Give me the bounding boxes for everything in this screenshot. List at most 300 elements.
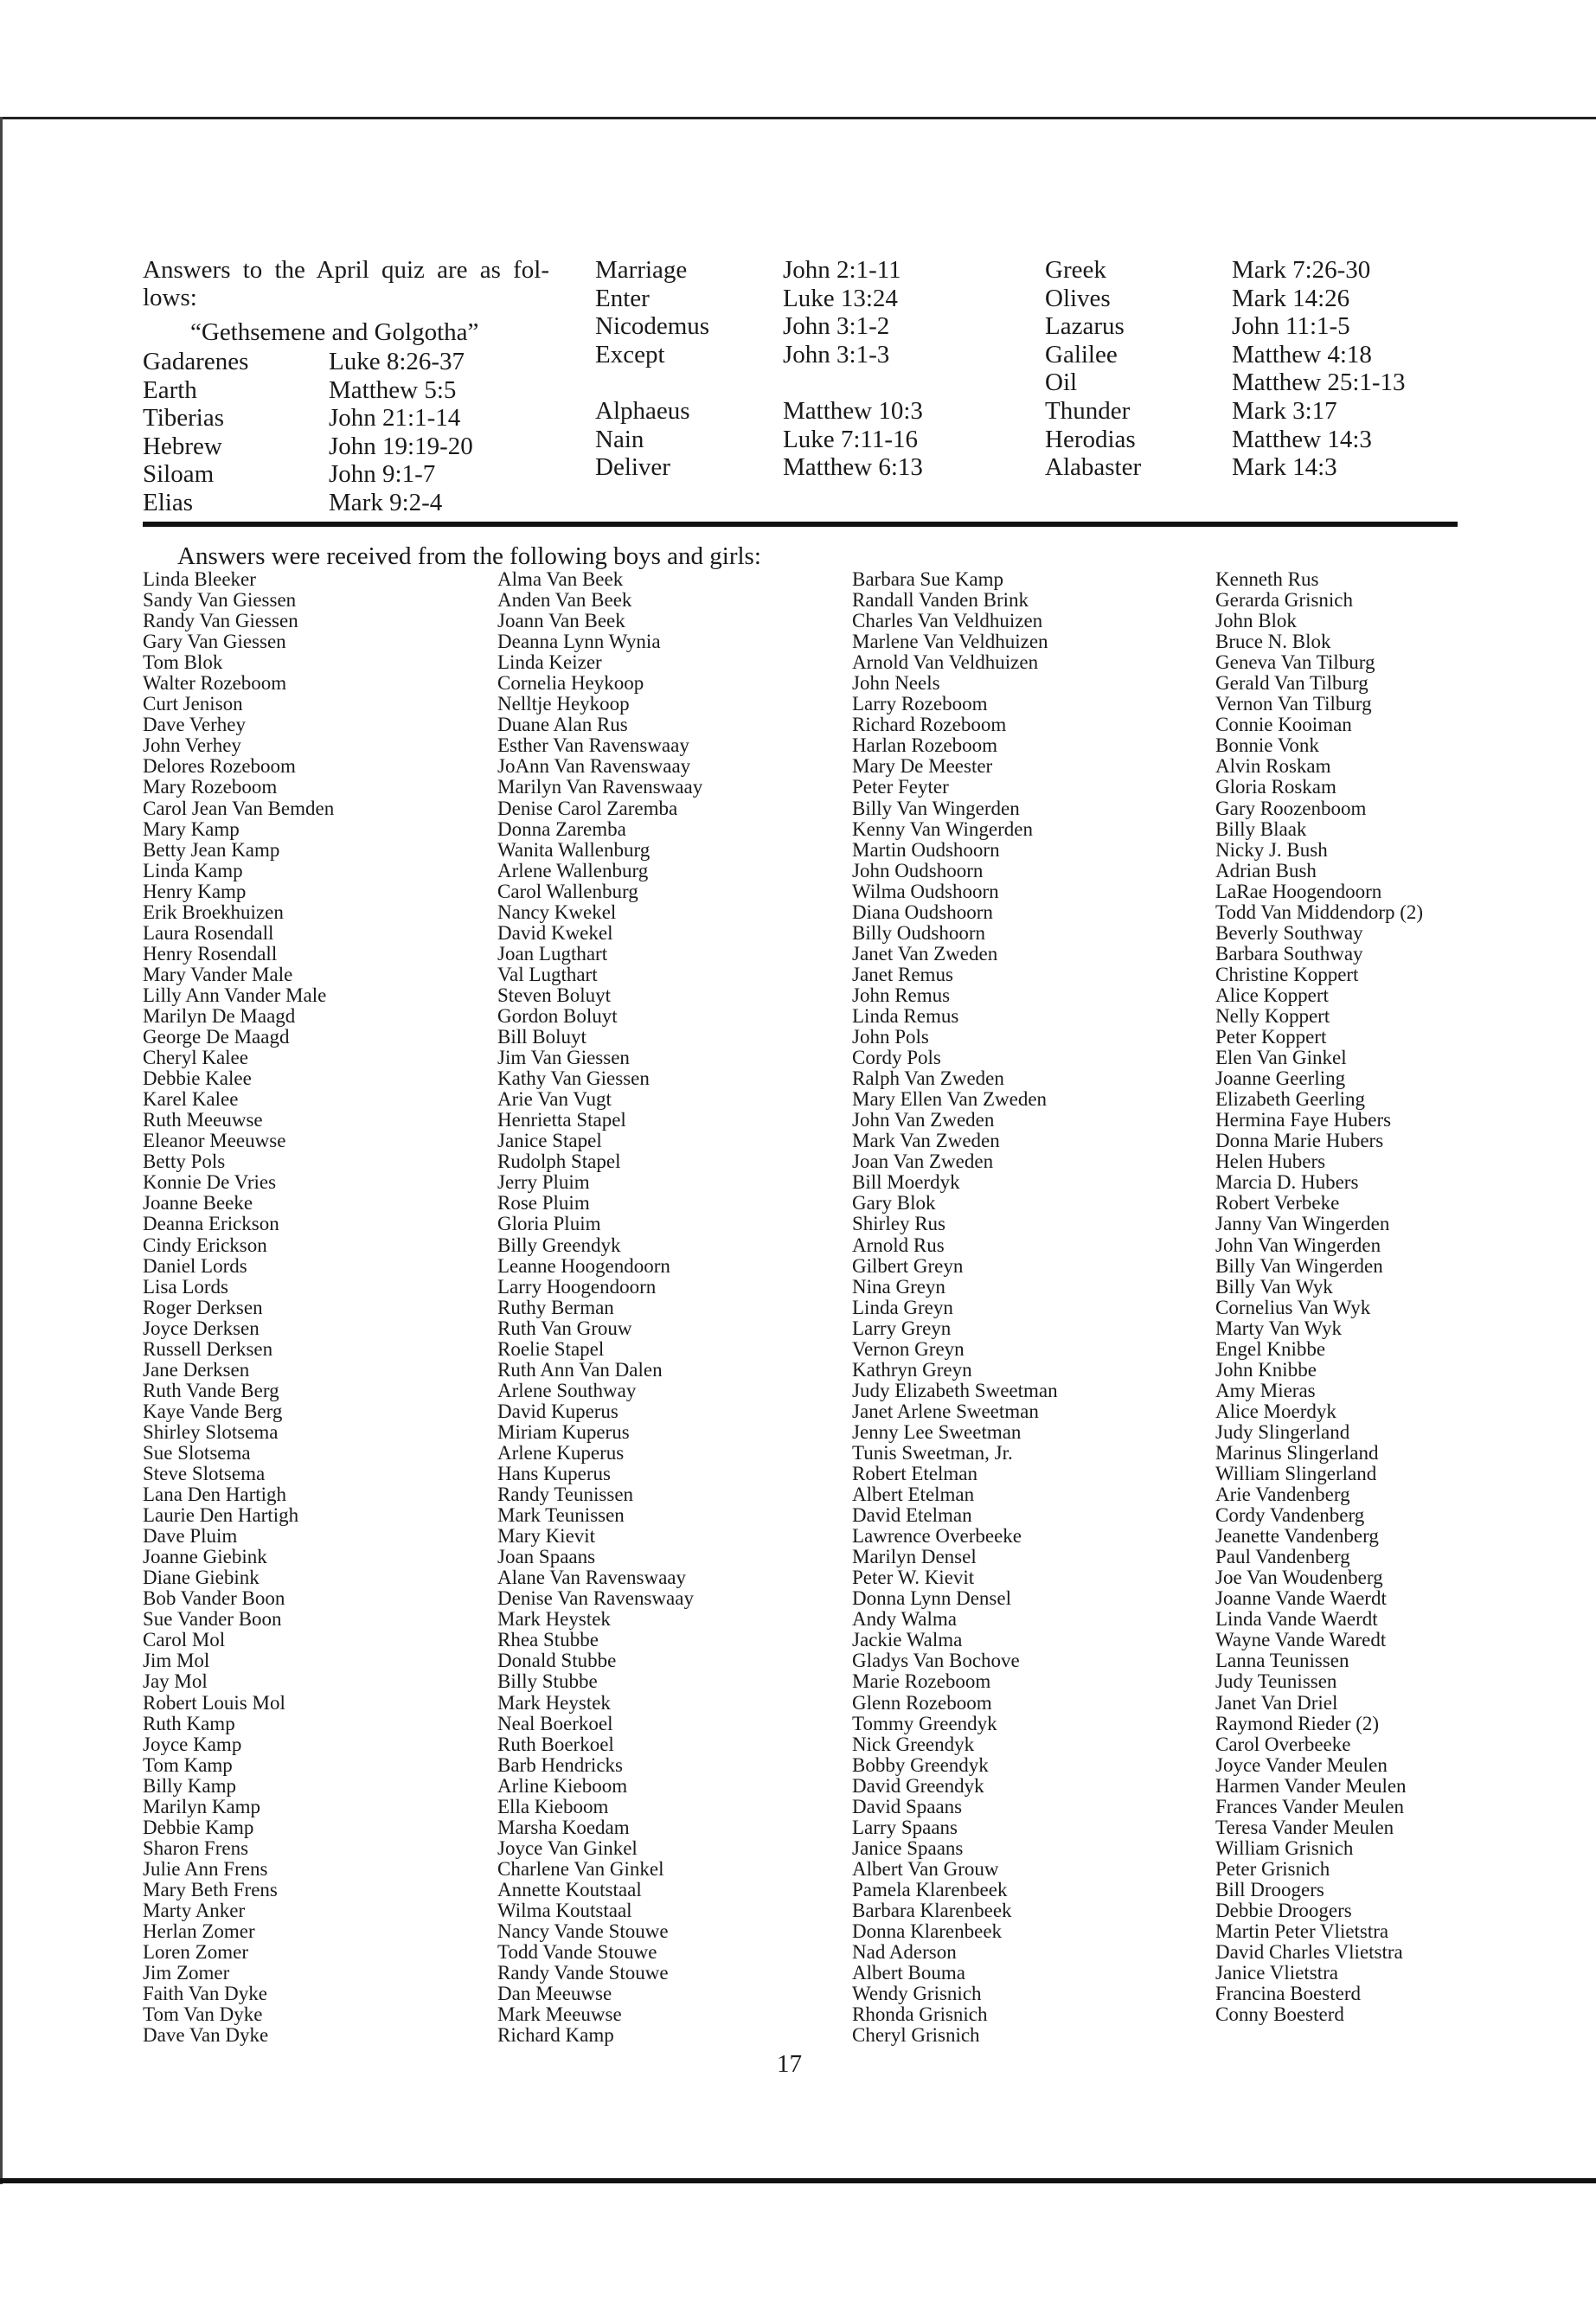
name-entry: Linda Remus [852,1004,959,1027]
name-entry: Joanne Vande Waerdt [1215,1587,1387,1610]
name-entry: Martin Oudshoorn [852,838,1000,861]
name-entry: John Verhey [143,734,241,757]
name-entry: Ruth Ann Van Dalen [497,1358,663,1381]
name-entry: Billy Stubbe [497,1670,598,1693]
name-entry: Janet Arlene Sweetman [852,1400,1039,1422]
name-entry: Billy Greendyk [497,1234,621,1256]
name-entry: Gloria Roskam [1215,776,1336,798]
quiz-answer-reference: Matthew 25:1-13 [1232,369,1406,397]
name-entry: Janice Stapel [497,1130,602,1152]
name-entry: Rhonda Grisnich [852,2003,988,2026]
name-entry: Ruth Meeuwse [143,1109,263,1131]
name-entry: Bob Vander Boon [143,1587,285,1610]
page-frame-bottom [0,2178,1596,2183]
name-entry: Linda Vande Waerdt [1215,1608,1378,1631]
name-entry: Martin Peter Vlietstra [1215,1920,1389,1943]
name-entry: Marilyn Densel [852,1546,977,1568]
received-heading: Answers were received from the following boys and girls: [177,542,761,570]
name-entry: Bill Droogers [1215,1878,1324,1900]
name-entry: Donna Lynn Densel [852,1587,1011,1610]
name-entry: Mark Meeuwse [497,2003,622,2026]
name-entry: Deanna Lynn Wynia [497,631,661,653]
names-column [1215,569,1423,2025]
name-entry: Julie Ann Frens [143,1857,268,1880]
name-entry: Duane Alan Rus [497,714,628,736]
name-entry: Engel Knibbe [1215,1337,1326,1360]
name-entry: Larry Greyn [852,1317,952,1339]
name-entry: Diana Oudshoorn [852,901,993,923]
name-entry: Debbie Kamp [143,1816,254,1838]
name-entry: Curt Jenison [143,693,243,715]
name-entry: Joanne Beeke [143,1192,253,1215]
name-entry: Alane Van Ravenswaay [497,1567,687,1589]
name-entry: Bobby Greendyk [852,1753,989,1776]
name-entry: Andy Walma [852,1608,958,1631]
quiz-answer-word: Siloam [143,460,215,489]
name-entry: John Remus [852,984,951,1006]
name-entry: Miriam Kuperus [497,1420,630,1443]
name-entry: John Van Wingerden [1215,1234,1381,1256]
name-entry: Lanna Teunissen [1215,1650,1349,1672]
name-entry: Janny Van Wingerden [1215,1213,1390,1235]
name-entry: Lilly Ann Vander Male [143,984,327,1006]
name-entry: Joanne Giebink [143,1546,267,1568]
name-entry: Conny Boesterd [1215,2003,1344,2026]
name-entry: Barbara Klarenbeek [852,1900,1012,1921]
name-entry: Barbara Southway [1215,942,1363,965]
name-entry: Gary Van Giessen [143,631,286,653]
name-entry: Debbie Kalee [143,1067,252,1090]
quiz-answer-word: Nicodemus [595,312,710,341]
name-entry: Arline Kieboom [497,1774,628,1797]
quiz-answer-reference: Luke 7:11-16 [783,425,918,453]
name-entry: Nina Greyn [852,1275,945,1298]
page-frame-top [0,117,1596,119]
name-entry: Gerald Van Tilburg [1215,672,1368,695]
name-entry: Vernon Greyn [852,1337,965,1360]
name-entry: Nad Aderson [852,1941,957,1964]
quiz-answer-word: Alphaeus [595,397,690,425]
name-entry: Henry Kamp [143,880,247,902]
name-entry: Ella Kieboom [497,1795,609,1817]
name-entry: Janet Van Zweden [852,942,998,965]
name-entry: John Oudshoorn [852,859,984,881]
name-entry: Hermina Faye Hubers [1215,1109,1392,1131]
name-entry: Carol Mol [143,1629,226,1651]
name-entry: Barb Hendricks [497,1753,623,1776]
quiz-answer-word: Alabaster [1045,453,1142,482]
names-column [852,569,1058,2046]
name-entry: John Pols [852,1026,929,1048]
name-entry: Tunis Sweetman, Jr. [852,1441,1013,1464]
name-entry: Herlan Zomer [143,1920,255,1943]
name-entry: Albert Van Grouw [852,1857,999,1880]
name-entry: Billy Oudshoorn [852,921,985,944]
name-entry: Diane Giebink [143,1567,260,1589]
name-entry: Neal Boerkoel [497,1712,613,1734]
name-entry: Nicky J. Bush [1215,838,1328,861]
name-entry: Cordy Pols [852,1047,941,1069]
name-entry: Gloria Pluim [497,1213,601,1235]
name-entry: Peter Grisnich [1215,1857,1330,1880]
name-entry: Anden Van Beek [497,589,632,612]
name-entry: Jay Mol [143,1670,208,1693]
name-entry: Konnie De Vries [143,1171,277,1194]
name-entry: Randy Vande Stouwe [497,1962,669,1984]
name-entry: Billy Blaak [1215,817,1307,840]
name-entry: John Knibbe [1215,1358,1317,1381]
name-entry: Ruth Boerkoel [497,1733,614,1755]
name-entry: Carol Wallenburg [497,880,638,902]
quiz-answer-word: Galilee [1045,340,1118,369]
name-entry: LaRae Hoogendoorn [1215,880,1382,902]
name-entry: Lisa Lords [143,1275,229,1298]
name-entry: Walter Rozeboom [143,672,287,695]
quiz-answer-word: Olives [1045,284,1111,312]
name-entry: Marie Rozeboom [852,1670,991,1693]
quiz-answer-reference: John 21:1-14 [329,404,461,433]
name-entry: Linda Kamp [143,859,243,881]
name-entry: Mary Rozeboom [143,776,278,798]
quiz-answer-word: Oil [1045,369,1078,397]
name-entry: Tom Kamp [143,1753,233,1776]
name-entry: Harmen Vander Meulen [1215,1774,1407,1797]
name-entry: Debbie Droogers [1215,1900,1352,1921]
name-entry: Steven Boluyt [497,984,611,1006]
name-entry: Richard Kamp [497,2024,614,2047]
name-entry: Arie Vandenberg [1215,1484,1350,1506]
name-entry: David Kwekel [497,921,613,944]
name-entry: Gary Blok [852,1192,936,1215]
name-entry: Mark Van Zweden [852,1130,1000,1152]
quiz-answer-word: Elias [143,489,193,516]
quiz-answer-reference: Mark 9:2-4 [329,489,443,516]
name-entry: Joyce Kamp [143,1733,242,1755]
name-entry: Gordon Boluyt [497,1004,618,1027]
name-entry: Gary Roozenboom [1215,797,1367,819]
quiz-answer-reference: John 2:1-11 [783,256,901,284]
name-entry: Connie Kooiman [1215,714,1352,736]
quiz-answer-word: Deliver [595,453,670,482]
name-entry: Linda Greyn [852,1296,953,1318]
name-entry: Joann Van Beek [497,610,625,632]
name-entry: Billy Kamp [143,1774,236,1797]
name-entry: Lana Den Hartigh [143,1484,287,1506]
name-entry: Barbara Sue Kamp [852,568,1003,590]
name-entry: Raymond Rieder (2) [1215,1712,1380,1734]
name-entry: Gilbert Greyn [852,1254,964,1277]
name-entry: Harlan Rozeboom [852,734,997,757]
name-entry: Arlene Wallenburg [497,859,649,881]
name-entry: Peter Koppert [1215,1026,1327,1048]
quiz-answer-reference: Mark 7:26-30 [1232,256,1371,284]
name-entry: Arnold Van Veldhuizen [852,651,1039,674]
quiz-answer-reference: Mark 3:17 [1232,397,1337,425]
name-entry: Kaye Vande Berg [143,1400,283,1422]
name-entry: Marlene Van Veldhuizen [852,631,1048,653]
name-entry: Jerry Pluim [497,1171,590,1194]
name-entry: Bonnie Vonk [1215,734,1319,757]
quiz-answer-reference: Luke 13:24 [783,284,898,312]
name-entry: Wilma Koutstaal [497,1900,632,1921]
name-entry: Faith Van Dyke [143,1983,267,2005]
name-entry: William Grisnich [1215,1836,1354,1859]
name-entry: Donald Stubbe [497,1650,617,1672]
name-entry: Russell Derksen [143,1337,273,1360]
name-entry: David Kuperus [497,1400,619,1422]
name-entry: JoAnn Van Ravenswaay [497,755,691,778]
quiz-answer-word: Enter [595,284,650,312]
name-entry: Helen Hubers [1215,1150,1326,1173]
quiz-answer-word: Greek [1045,256,1106,284]
quiz-answer-word: Thunder [1045,397,1131,425]
quiz-answer-reference: John 19:19-20 [329,432,473,460]
name-entry: Cornelius Van Wyk [1215,1296,1371,1318]
name-entry: Janice Vlietstra [1215,1962,1338,1984]
name-entry: Vernon Van Tilburg [1215,693,1372,715]
page-frame-left [0,117,3,2184]
name-entry: Annette Koutstaal [497,1878,642,1900]
name-entry: Joanne Geerling [1215,1067,1346,1090]
name-entry: Arnold Rus [852,1234,945,1256]
name-entry: Erik Broekhuizen [143,901,284,923]
name-entry: Janet Van Driel [1215,1691,1338,1714]
name-entry: Christine Koppert [1215,963,1359,985]
name-entry: David Greendyk [852,1774,984,1797]
name-entry: Nancy Vande Stouwe [497,1920,669,1943]
name-entry: Glenn Rozeboom [852,1691,992,1714]
name-entry: Marty Anker [143,1900,246,1921]
name-entry: Cornelia Heykoop [497,672,644,695]
name-entry: Judy Teunissen [1215,1670,1337,1693]
name-entry: Nelly Koppert [1215,1004,1330,1027]
name-entry: Kathryn Greyn [852,1358,972,1381]
quiz-answer-word: Herodias [1045,425,1136,453]
name-entry: Richard Rozeboom [852,714,1007,736]
name-entry: Roelie Stapel [497,1337,605,1360]
name-entry: Denise Carol Zaremba [497,797,678,819]
name-entry: Marcia D. Hubers [1215,1171,1359,1194]
name-entry: Wanita Wallenburg [497,838,651,861]
name-entry: Karel Kalee [143,1088,239,1111]
name-entry: Jackie Walma [852,1629,963,1651]
name-entry: Donna Zaremba [497,817,626,840]
quiz-answer-reference: John 3:1-3 [783,340,890,369]
name-entry: Betty Jean Kamp [143,838,280,861]
name-entry: Beverly Southway [1215,921,1363,944]
names-column [143,569,334,2046]
name-entry: Tommy Greendyk [852,1712,997,1734]
quiz-answer-reference: Mark 14:3 [1232,453,1337,482]
quiz-answer-word: Tiberias [143,404,224,433]
quiz-answer-word: Except [595,340,665,369]
quiz-answer-reference: Matthew 14:3 [1232,425,1372,453]
name-entry: Larry Spaans [852,1816,958,1838]
name-entry: Jim Van Giessen [497,1047,630,1069]
section-divider [143,522,1458,527]
name-entry: Nelltje Heykoop [497,693,630,715]
name-entry: Laura Rosendall [143,921,274,944]
name-entry: Arlene Kuperus [497,1441,625,1464]
name-entry: Roger Derksen [143,1296,263,1318]
quiz-answer-word: Nain [595,425,644,453]
quiz-answer-word: Marriage [595,256,688,284]
name-entry: Teresa Vander Meulen [1215,1816,1394,1838]
name-entry: Marilyn Van Ravenswaay [497,776,703,798]
name-entry: Val Lugthart [497,963,598,985]
name-entry: David Spaans [852,1795,963,1817]
quiz-intro: Answers to the April quiz are as fol- [143,256,549,284]
name-entry: Rhea Stubbe [497,1629,599,1651]
name-entry: Billy Van Wyk [1215,1275,1333,1298]
name-entry: Bruce N. Blok [1215,631,1331,653]
name-entry: Henrietta Stapel [497,1109,626,1131]
name-entry: Shirley Rus [852,1213,945,1235]
names-column [497,569,702,2046]
name-entry: Alice Koppert [1215,984,1329,1006]
name-entry: Charles Van Veldhuizen [852,610,1043,632]
name-entry: Randall Vanden Brink [852,589,1029,612]
quiz-answer-reference: Luke 8:26-37 [329,348,465,375]
name-entry: Jane Derksen [143,1358,250,1381]
name-entry: Joe Van Woudenberg [1215,1567,1383,1589]
name-entry: Marty Van Wyk [1215,1317,1342,1339]
quiz-answer-reference: Matthew 5:5 [329,375,457,404]
name-entry: Mark Heystek [497,1691,611,1714]
name-entry: Sue Vander Boon [143,1608,282,1631]
name-entry: John Neels [852,672,940,695]
name-entry: Betty Pols [143,1150,226,1173]
name-entry: Joan Spaans [497,1546,596,1568]
name-entry: Joyce Vander Meulen [1215,1753,1388,1776]
name-entry: Robert Etelman [852,1463,977,1485]
name-entry: Wilma Oudshoorn [852,880,999,902]
name-entry: Frances Vander Meulen [1215,1795,1405,1817]
name-entry: Ruth Vande Berg [143,1379,279,1401]
name-entry: Francina Boesterd [1215,1983,1361,2005]
name-entry: Leanne Hoogendoorn [497,1254,670,1277]
name-entry: William Slingerland [1215,1463,1377,1485]
name-entry: Arlene Southway [497,1379,637,1401]
name-entry: Jim Mol [143,1650,210,1672]
name-entry: Cheryl Kalee [143,1047,248,1069]
name-entry: Geneva Van Tilburg [1215,651,1375,674]
name-entry: Sharon Frens [143,1836,249,1859]
name-entry: Mary Beth Frens [143,1878,278,1900]
name-entry: Adrian Bush [1215,859,1317,881]
name-entry: Mary Vander Male [143,963,293,985]
name-entry: Henry Rosendall [143,942,278,965]
quiz-answer-reference: Mark 14:26 [1232,284,1350,312]
name-entry: Kenny Van Wingerden [852,817,1034,840]
name-entry: Joan Van Zweden [852,1150,994,1173]
name-entry: Janet Remus [852,963,953,985]
name-entry: Loren Zomer [143,1941,248,1964]
name-entry: David Etelman [852,1504,972,1527]
name-entry: Albert Etelman [852,1484,975,1506]
name-entry: Marinus Slingerland [1215,1441,1379,1464]
name-entry: Esther Van Ravenswaay [497,734,689,757]
name-entry: Dan Meeuwse [497,1983,612,2005]
name-entry: Peter W. Kievit [852,1567,975,1589]
quiz-answer-reference: Matthew 4:18 [1232,340,1372,369]
name-entry: Wayne Vande Waredt [1215,1629,1387,1651]
name-entry: Randy Teunissen [497,1484,634,1506]
name-entry: Jim Zomer [143,1962,230,1984]
name-entry: Elen Van Ginkel [1215,1047,1347,1069]
name-entry: Cordy Vandenberg [1215,1504,1365,1527]
name-entry: Donna Klarenbeek [852,1920,1003,1943]
quiz-answer-word: Gadarenes [143,348,249,375]
name-entry: Jeanette Vandenberg [1215,1525,1379,1548]
name-entry: Tom Van Dyke [143,2003,263,2026]
name-entry: Mark Heystek [497,1608,611,1631]
quiz-answer-word: Lazarus [1045,312,1125,341]
name-entry: Wendy Grisnich [852,1983,982,2005]
name-entry: George De Maagd [143,1026,290,1048]
name-entry: Pamela Klarenbeek [852,1878,1008,1900]
name-entry: Rudolph Stapel [497,1150,621,1173]
name-entry: Shirley Slotsema [143,1420,279,1443]
name-entry: Marilyn Kamp [143,1795,261,1817]
name-entry: Deanna Erickson [143,1213,279,1235]
name-entry: Robert Louis Mol [143,1691,285,1714]
quiz-intro-continued: lows: [143,284,197,311]
name-entry: Jenny Lee Sweetman [852,1420,1022,1443]
name-entry: Kathy Van Giessen [497,1067,650,1090]
name-entry: Daniel Lords [143,1254,247,1277]
name-entry: Kenneth Rus [1215,568,1319,590]
quiz-answer-reference: Matthew 10:3 [783,397,923,425]
name-entry: Delores Rozeboom [143,755,296,778]
quiz-answer-reference: John 11:1-5 [1232,312,1350,341]
name-entry: Ruth Van Grouw [497,1317,632,1339]
name-entry: Dave Verhey [143,714,246,736]
name-entry: Gerarda Grisnich [1215,589,1354,612]
name-entry: Billy Van Wingerden [852,797,1020,819]
quiz-answer-word: Hebrew [143,432,222,460]
name-entry: Joyce Van Ginkel [497,1836,638,1859]
name-entry: Gladys Van Bochove [852,1650,1020,1672]
name-entry: Mary Kievit [497,1525,596,1548]
name-entry: Carol Overbeeke [1215,1733,1351,1755]
name-entry: Charlene Van Ginkel [497,1857,664,1880]
name-entry: Peter Feyter [852,776,949,798]
quiz-answer-reference: John 3:1-2 [783,312,890,341]
name-entry: John Blok [1215,610,1297,632]
name-entry: Paul Vandenberg [1215,1546,1350,1568]
name-entry: Linda Keizer [497,651,602,674]
name-entry: Ralph Van Zweden [852,1067,1004,1090]
name-entry: Janice Spaans [852,1836,964,1859]
name-entry: Billy Van Wingerden [1215,1254,1383,1277]
name-entry: Marsha Koedam [497,1816,630,1838]
name-entry: Alice Moerdyk [1215,1400,1336,1422]
name-entry: Randy Van Giessen [143,610,298,632]
name-entry: Laurie Den Hartigh [143,1504,299,1527]
name-entry: Mark Teunissen [497,1504,625,1527]
name-entry: Robert Verbeke [1215,1192,1340,1215]
quiz-answer-reference: Matthew 6:13 [783,453,923,482]
name-entry: Donna Marie Hubers [1215,1130,1384,1152]
name-entry: Mary De Meester [852,755,993,778]
name-entry: Alma Van Beek [497,568,624,590]
name-entry: Denise Van Ravenswaay [497,1587,694,1610]
name-entry: Albert Bouma [852,1962,965,1984]
name-entry: Alvin Roskam [1215,755,1331,778]
name-entry: David Charles Vlietstra [1215,1941,1403,1964]
name-entry: Lawrence Overbeeke [852,1525,1022,1548]
